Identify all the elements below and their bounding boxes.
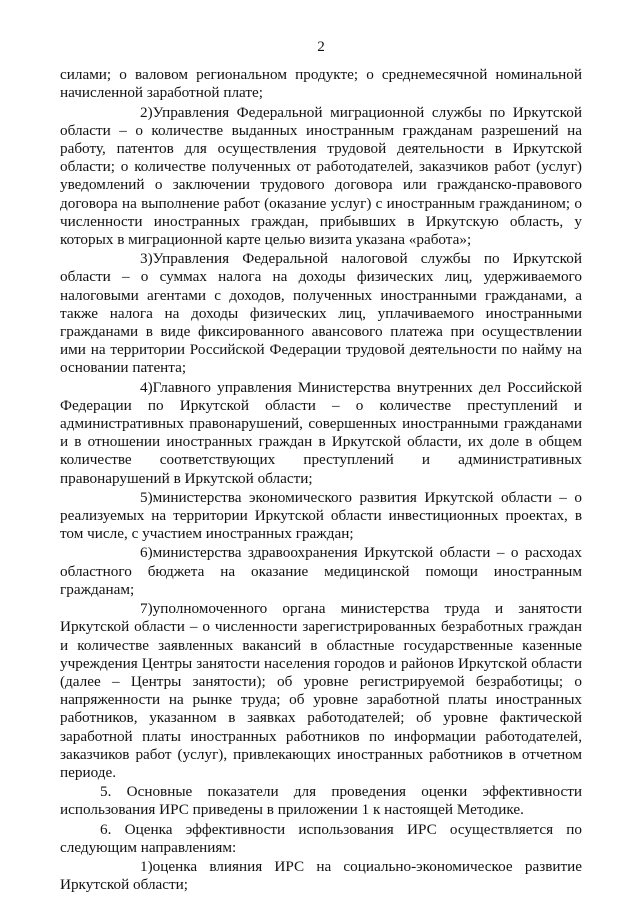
section-5-paragraph bbox=[60, 783, 582, 819]
list-item-3 bbox=[60, 250, 582, 377]
list-item-2 bbox=[60, 104, 582, 250]
list-item-6 bbox=[60, 544, 582, 599]
list-item-5 bbox=[60, 489, 582, 544]
list-item-4 bbox=[60, 379, 582, 488]
list-item-text: министерства здравоохранения Иркутской области – о расходах областного бюджета на оказание медицинской помощи иностранным гражданам; bbox=[60, 544, 582, 598]
list-item-text: Управления Федеральной миграционной службы по Иркутской области – о количестве выданных иностранным гражданам разрешений на работу, патентов для осуществления трудовой деятельности в Иркутской области; о количестве полученных от работодателей, заказчиков работ (услуг) уведомлений о заключении трудового договора или гражданско-правового договора на выполнение работ (оказание услуг) с иностранным гражданином; о численности иностранных граждан, прибывших в Иркутскую область, у которых в миграционной карте целью визита указана «работа»; bbox=[60, 103, 582, 249]
list-item-number: 2) bbox=[140, 103, 153, 121]
paragraph-text: 5. Основные показатели для проведения оценки эффективности использования ИРС приведены в приложении 1 к настоящей Методике. bbox=[60, 783, 582, 819]
list-item-number: 3) bbox=[140, 250, 153, 268]
list-item-text: Управления Федеральной налоговой службы по Иркутской области – о суммах налога на доходы физических лиц, удерживаемого налоговыми агентами с доходов, полученных иностранными гражданами, а также налога на доходы физических лиц, уплачиваемого иностранными гражданами в виде фиксированного авансового платежа при осуществлении ими на территории Российской Федерации трудовой деятельности по найму на основании патента; bbox=[60, 250, 582, 377]
list-item-number: 7) bbox=[140, 600, 153, 618]
list-item-text: уполномоченного органа министерства труда и занятости Иркутской области – о численности зарегистрированных безработных граждан и количестве заявленных вакансий в областные государственные казенные учреждения Центры занятости населения городов и районов Иркутской области (далее – Центры занятости); об уровне регистрируемой безработицы; о напряженности на рынке труда; об уровне заработной платы иностранных работников, указанном в заявках работодателей; об уровне фактической заработной платы иностранных работников по информации работодателей, заказчиков работ (услуг), привлекающих иностранных работников в отчетном периоде. bbox=[60, 600, 582, 781]
list-item-text: оценка влияния ИРС на социально-экономическое развитие Иркутской области; bbox=[60, 857, 582, 894]
page-number: 2 bbox=[317, 38, 325, 55]
list-item-text: Главного управления Министерства внутренних дел Российской Федерации по Иркутской области – о количестве преступлений и административных правонарушений, совершенных иностранными гражданами и в отношении иностранных граждан в Иркутской области, их доле в общем количестве соответствующих преступлений и административных правонарушений в Иркутской области; bbox=[60, 378, 582, 487]
list-item-number: 6) bbox=[140, 544, 153, 562]
list-item-number: 1) bbox=[140, 857, 153, 875]
list-item-1 bbox=[60, 858, 582, 894]
paragraph-continuation bbox=[60, 66, 582, 102]
section-6-paragraph bbox=[60, 821, 582, 857]
list-item-number: 5) bbox=[140, 488, 153, 506]
paragraph-text: 6. Оценка эффективности использования ИРС осуществляется по следующим направлениям: bbox=[60, 820, 582, 856]
list-item-text: министерства экономического развития Иркутской области – о реализуемых на территории Иркутской области инвестиционных проектах, в том числе, с участием иностранных граждан; bbox=[60, 488, 582, 543]
list-item-number: 4) bbox=[140, 378, 153, 396]
list-item-7 bbox=[60, 600, 582, 782]
paragraph-text: силами; о валовом региональном продукте; о среднемесячной номинальной начисленной заработной плате; bbox=[60, 66, 582, 102]
